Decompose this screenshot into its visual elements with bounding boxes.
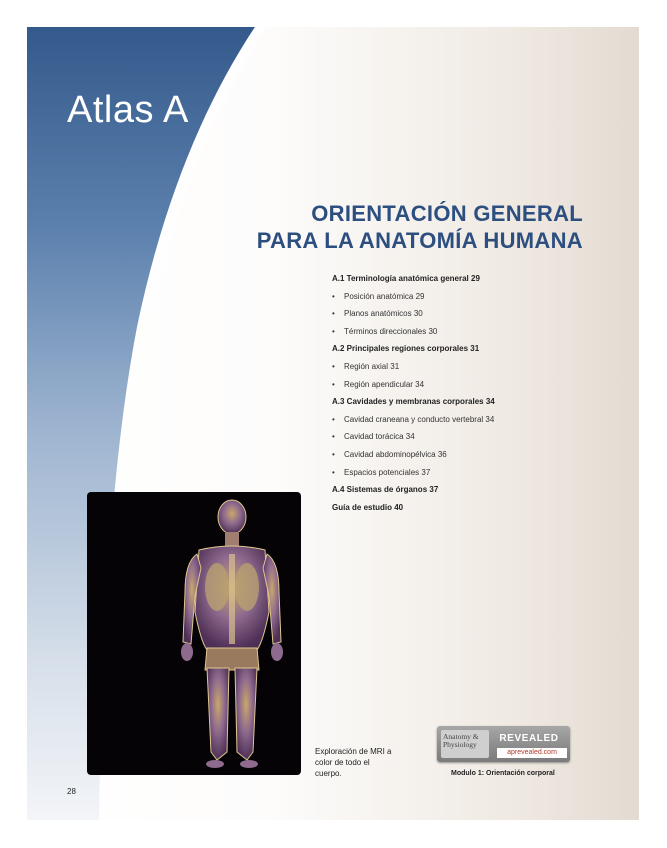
image-caption: Exploración de MRI a color de todo el cuerpo.	[315, 747, 392, 778]
page-title	[257, 200, 583, 254]
toc-text: Guía de estudio 40	[332, 502, 404, 512]
toc-item	[332, 376, 592, 394]
bullet-icon: •	[332, 432, 335, 442]
toc-section	[332, 499, 592, 517]
toc-text: Términos direccionales 30	[344, 326, 438, 336]
page-number: 28	[67, 787, 76, 796]
bullet-icon: •	[332, 309, 335, 319]
logo-left-line-1: Anatomy &	[443, 732, 479, 741]
logo-revealed-text: REVEALED	[499, 733, 559, 744]
toc-text: Cavidad abdominopélvica 36	[344, 449, 447, 459]
toc-text: Posición anatómica 29	[344, 291, 425, 301]
bullet-icon: •	[332, 379, 335, 389]
bullet-icon: •	[332, 361, 335, 371]
toc-text: Espacios potenciales 37	[344, 467, 431, 477]
toc-text: Región axial 31	[344, 361, 400, 371]
toc-section	[332, 481, 592, 499]
bullet-icon: •	[332, 467, 335, 477]
bullet-icon: •	[332, 414, 335, 424]
toc-text: A.3 Cavidades y membranas corporales 34	[332, 397, 495, 407]
book-page	[27, 27, 639, 820]
title-line-2: PARA LA ANATOMÍA HUMANA	[256, 228, 583, 253]
toc-text: A.4 Sistemas de órganos 37	[332, 485, 439, 495]
toc-item	[332, 411, 592, 429]
logo-url: aprevealed.com	[497, 748, 567, 758]
bullet-icon: •	[332, 326, 335, 336]
ap-revealed-logo	[437, 726, 570, 762]
toc-item	[332, 323, 592, 341]
toc-text: A.1 Terminología anatómica general 29	[332, 274, 480, 283]
toc-item	[332, 288, 592, 306]
toc-section	[332, 393, 592, 411]
toc-section	[332, 270, 592, 288]
mri-body-image	[87, 492, 301, 775]
bullet-icon: •	[332, 291, 335, 301]
toc-text: Cavidad torácica 34	[344, 432, 415, 442]
bullet-icon: •	[332, 449, 335, 459]
toc-text: Región apendicular 34	[344, 379, 425, 389]
toc-item	[332, 446, 592, 464]
logo-left-line-2: Physiology	[443, 740, 477, 749]
toc-text: Cavidad craneana y conducto vertebral 34	[344, 414, 495, 424]
mri-figure-illustration	[87, 492, 301, 775]
toc-item	[332, 305, 592, 323]
toc-item	[332, 464, 592, 482]
chapter-label: Atlas A	[67, 89, 189, 131]
toc-item	[332, 358, 592, 376]
table-of-contents	[332, 270, 592, 516]
toc-section	[332, 340, 592, 358]
toc-text: A.2 Principales regiones corporales 31	[332, 344, 480, 354]
toc-text: Planos anatómicos 30	[344, 309, 423, 319]
logo-left-panel	[441, 730, 489, 758]
toc-item	[332, 428, 592, 446]
title-line-1: ORIENTACIÓN GENERAL	[311, 201, 583, 226]
module-label: Modulo 1: Orientación corporal	[451, 770, 555, 777]
